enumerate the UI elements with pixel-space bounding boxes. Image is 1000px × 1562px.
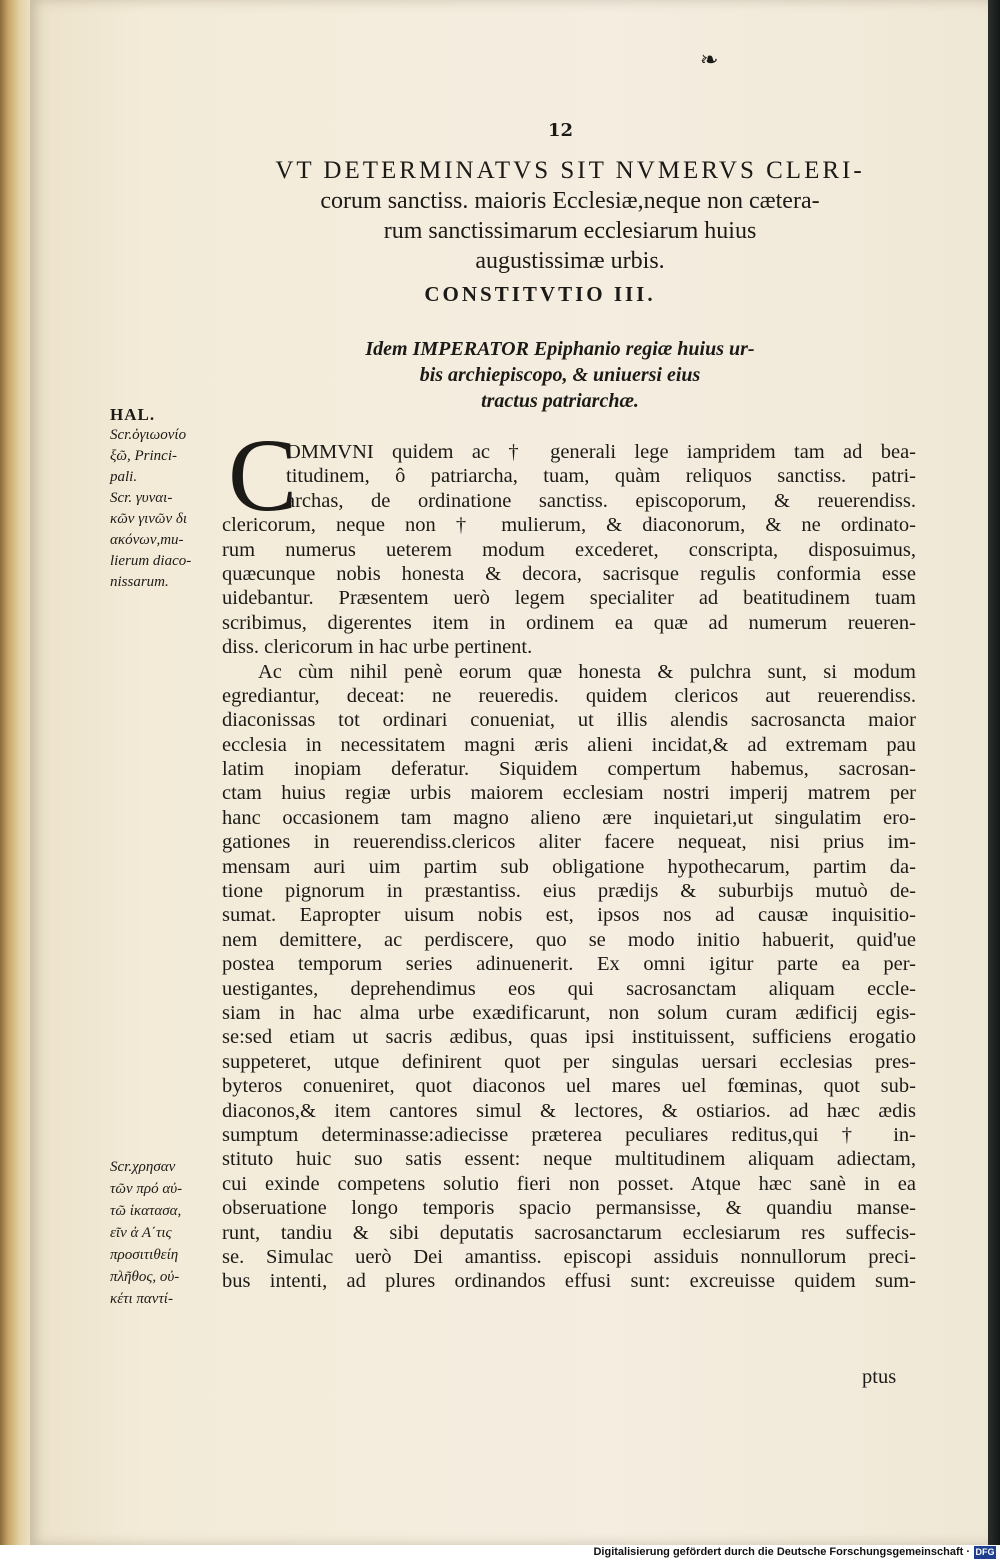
body-line: siam in hac alma urbe exædificarunt, non solum curam ædificij egis- xyxy=(222,1001,916,1024)
catchword: ptus xyxy=(862,1366,897,1388)
body-line: egrediantur, deceat: ne reueredis. quidem clericos aut reuerendiss. xyxy=(222,684,916,707)
title-line: augustissimæ urbis. xyxy=(475,248,665,274)
funding-credit: Digitalisierung gefördert durch die Deutsche Forschungsgemeinschaft · xyxy=(593,1546,970,1558)
body-line: Ac cùm nihil penè eorum quæ honesta & pulchra sunt, si modum xyxy=(258,660,916,683)
body-line: ctam huius regiæ urbis maiorem ecclesiam nostri imperij matrem per xyxy=(222,782,916,805)
body-line: OMMVNI quidem ac † generali lege iampridem tam ad bea- xyxy=(286,441,916,463)
margin-note-line: nissarum. xyxy=(110,574,169,590)
body-line: bus intenti, ad plures ordinandos effusi sunt: excreuisse quidem sum- xyxy=(222,1270,916,1293)
margin-note-line: πλῆθος, οὐ- xyxy=(110,1269,180,1285)
ornament-icon: ❧ xyxy=(700,48,719,73)
constitutio-heading: CONSTITVTIO III. xyxy=(424,282,656,306)
page-edge-gilt xyxy=(0,0,34,1545)
address-line: Idem IMPERATOR Epiphanio regiæ huius ur- xyxy=(365,338,755,360)
dfg-logo-icon: DFG xyxy=(975,1547,995,1557)
drop-cap: C xyxy=(228,418,298,533)
body-line: diss. clericorum in hac urbe pertinent. xyxy=(222,636,533,659)
margin-note-line: pali. xyxy=(110,469,138,485)
body-line: diaconissas tot ordinari conueniat, ut illis alendis sacrosancta maior xyxy=(222,709,916,732)
book-cover-edge xyxy=(988,0,1000,1545)
margin-note-line: ξῶ, Princi- xyxy=(110,448,178,464)
margin-note-line: προσιτιθείη xyxy=(110,1247,179,1263)
margin-note-line: Scr.χρησαν xyxy=(110,1159,176,1175)
body-line: se:sed etiam ut sacris ædibus, quas ipsi instituissent, sufficiens erogatio xyxy=(222,1026,916,1049)
title-line: VT DETERMINATVS SIT NVMERVS CLERI- xyxy=(275,157,865,184)
body-line: uestigantes, deprehendimus eos qui sacrosanctam aliquam eccle- xyxy=(222,977,916,1000)
margin-note-line: ακόνων,mu- xyxy=(110,532,184,548)
page-number: 12 xyxy=(548,120,574,141)
body-line: obseruatione longo temporis spacio permansisse, & quandiu manse- xyxy=(222,1197,916,1220)
margin-note-line: lierum diaco- xyxy=(110,553,192,569)
title-line: rum sanctissimarum ecclesiarum huius xyxy=(383,218,757,244)
body-line: titudinem, ô patriarcha, tuam, quàm reliquos sanctiss. patri- xyxy=(286,465,916,488)
margin-note-line: Scr.ὁγιωονίο xyxy=(110,427,187,443)
margin-note-line: Scr. γυναι- xyxy=(110,490,173,506)
margin-notes-top xyxy=(110,404,218,593)
body-line: rum numerus ueterem modum excederet, conscripta, disposuimus, xyxy=(222,538,916,561)
body-line: stituto huic suo satis essent: neque multitudinem aliquam adiectam, xyxy=(222,1148,916,1171)
margin-note-line: τῶν πρό αὐ- xyxy=(110,1181,183,1197)
body-line: uidebantur. Præsentem uerò legem specialiter ad beatitudinem tuam xyxy=(222,587,916,610)
margin-note-line: HAL. xyxy=(110,405,156,424)
margin-notes-bottom xyxy=(110,1156,218,1310)
body-line: nem demittere, ac perdiscere, quo se modo initio habuerit, quid'ue xyxy=(222,928,916,951)
body-line: scribimus, digerentes item in ordinem ea quæ ad numerum reueren- xyxy=(222,611,916,634)
margin-note-line: κέτι παντί- xyxy=(110,1291,173,1307)
body-line: hanc occasionem tam magno alieno ære inquietari,ut singulatim ero- xyxy=(222,806,916,829)
body-line: archas, de ordinatione sanctiss. episcoporum, & reuerendiss. xyxy=(286,489,916,512)
body-line: byteros conueniret, quot diaconos uel mares uel fœminas, quot sub- xyxy=(222,1075,916,1098)
body-line: quæcunque nobis honesta & decora, sacrisque regulis conformia esse xyxy=(222,562,916,585)
address-block xyxy=(330,336,790,414)
body-line: gationes in reuerendiss.clericos aliter facere nequeat, nisi prius im- xyxy=(222,831,916,854)
body-line: suppeteret, utque definirent quot per singulas uersari ecclesias pres- xyxy=(222,1050,916,1073)
margin-note-line: τῶ ἱκατασα, xyxy=(110,1203,182,1219)
body-line: cui exinde competens solutio fieri non posset. Atque hæc sanè in ea xyxy=(222,1172,916,1195)
body-line: latim inopiam deferatur. Siquidem compertum habemus, sacrosan- xyxy=(222,758,916,781)
body-line: sumptum determinasse:adiecisse præterea peculiares reditus,qui † in- xyxy=(222,1123,916,1146)
margin-note-line: εῖν ἀ Α΄τις xyxy=(110,1225,172,1241)
body-text xyxy=(222,440,916,1294)
margin-note-line: κῶν γινῶν δι xyxy=(110,511,188,527)
body-line: clericorum, neque non † mulierum, & diaconorum, & ne ordinato- xyxy=(222,514,916,537)
body-line: ecclesia in necessitatem magni æris alieni incidat,& ad extremam pau xyxy=(222,733,916,756)
title-line: corum sanctiss. maioris Ecclesiæ,neque non cætera- xyxy=(320,188,820,214)
address-line: bis archiepiscopo, & uniuersi eius xyxy=(419,364,701,386)
body-line: se. Simulac uerò Dei amantiss. episcopi assiduis nonnullorum preci- xyxy=(222,1245,916,1268)
body-line: sumat. Eapropter uisum nobis est, ipsos nos ad causæ inquisitio- xyxy=(222,904,916,927)
body-line: mensam auri uim partim sub obligatione hypothecarum, partim da- xyxy=(222,855,916,878)
body-line: tione pignorum in præstantiss. eius prædijs & suburbijs mutuò de- xyxy=(222,880,916,903)
address-line: tractus patriarchæ. xyxy=(481,390,639,412)
chapter-title xyxy=(230,156,910,276)
body-line: diaconos,& item cantores simul & lectores, & ostiarios. ad hæc ædis xyxy=(222,1099,916,1122)
body-line: postea temporum series adinuenerit. Ex omni igitur parte ea per- xyxy=(222,953,916,976)
body-line: runt, tandiu & sibi deputatis sacrosanctarum ecclesiarum res suffecis- xyxy=(222,1221,916,1244)
